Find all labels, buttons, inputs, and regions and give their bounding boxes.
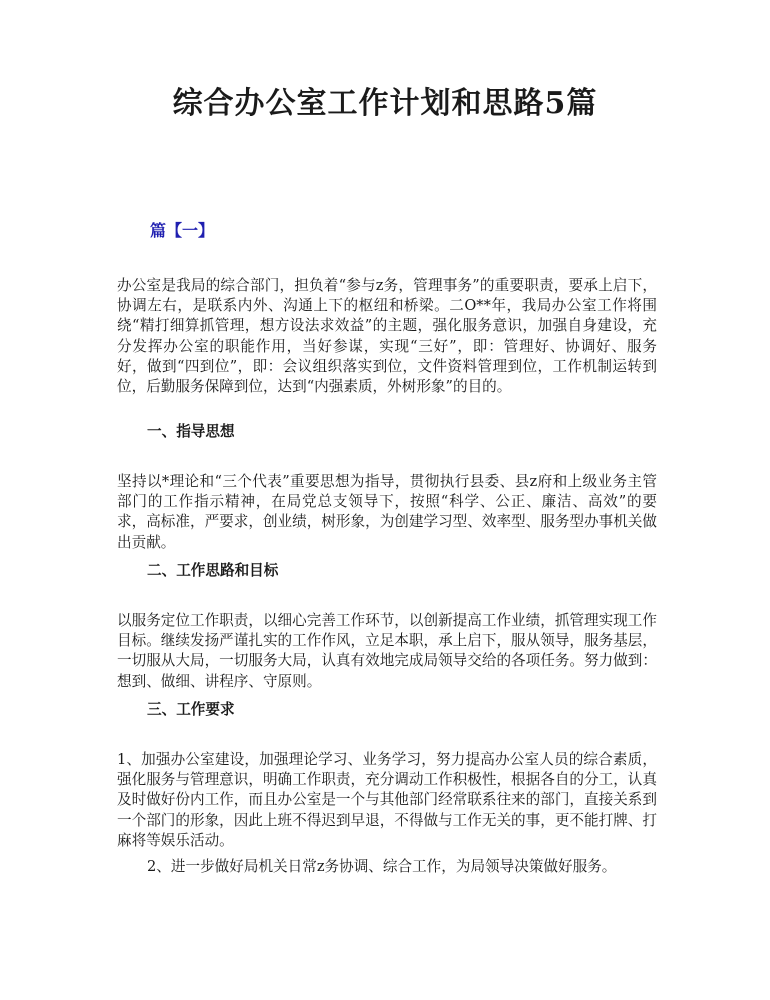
heading-work-requirements: 三、工作要求 bbox=[147, 701, 235, 718]
heading-guiding-ideology: 一、指导思想 bbox=[147, 423, 235, 440]
paragraph-requirement-2: 2、进一步做好局机关日常z务协调、综合工作，为局领导决策做好服务。 bbox=[147, 858, 617, 875]
paragraph-work-ideas: 以服务定位工作职责，以细心完善工作环节，以创新提高工作业绩，抓管理实现工作目标。继续发扬严谨扎实的工作作风，立足本职，承上启下，服从领导，服务基层，一切服从大局，一切服务大局，认真有效地完成局领导交给的各项任务。努力做到：想到、做细、讲程序、守原则。 bbox=[117, 612, 657, 690]
heading-work-ideas: 二、工作思路和目标 bbox=[147, 562, 279, 579]
paragraph-requirement-1: 1、加强办公室建设，加强理论学习、业务学习，努力提高办公室人员的综合素质，强化服务与管理意识，明确工作职责，充分调动工作积极性，根据各自的分工，认真及时做好份内工作，而且办公室是一个与其他部门经常联系往来的部门，直接关系到一个部门的形象，因此上班不得迟到早退，不得做与工作无关的事，更不能打牌、打麻将等娱乐活动。 bbox=[117, 751, 657, 849]
document-title: 综合办公室工作计划和思路5篇 bbox=[172, 86, 598, 121]
intro-paragraph: 办公室是我局的综合部门，担负着“参与z务，管理事务”的重要职责，要承上启下，协调左右，是联系内外、沟通上下的枢纽和桥梁。二O**年，我局办公室工作将围绕“精打细算抓管理，想方设法求效益”的主题，强化服务意识，加强自身建设，充分发挥办公室的职能作用，当好参谋，实现“三好”，即：管理好、协调好、服务好，做到“四到位”，即：会议组织落实到位，文件资料管理到位，工作机制运转到位，后勤服务保障到位，达到“内强素质，外树形象”的目的。 bbox=[117, 277, 657, 396]
paragraph-guiding-ideology: 坚持以*理论和“三个代表”重要思想为指导，贯彻执行县委、县z府和上级业务主管部门的工作指示精神，在局党总支领导下，按照“科学、公正、廉洁、高效”的要求，高标准，严要求，创业绩，树形象，为创建学习型、效率型、服务型办事机关做出贡献。 bbox=[117, 473, 657, 551]
section-label: 篇【一】 bbox=[150, 221, 215, 240]
